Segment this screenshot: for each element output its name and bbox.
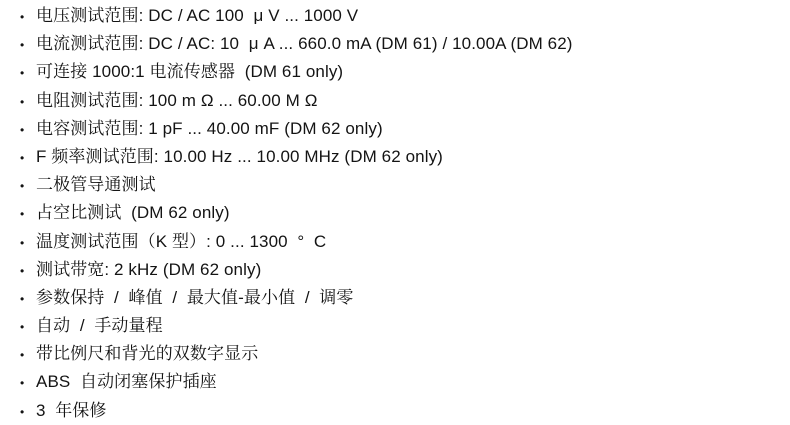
spec-text-temperature-range: 温度测试范围（K 型）: 0 ... 1300 ° C: [36, 231, 327, 251]
spec-text-current-sensor: 可连接 1000:1 电流传感器 (DM 61 only): [36, 62, 344, 82]
bullet-icon: •: [20, 235, 25, 250]
bullet-icon: •: [20, 38, 25, 53]
list-item: [20, 312, 782, 340]
bullet-icon: •: [20, 179, 25, 194]
spec-text-diode-test: 二极管导通测试: [36, 175, 156, 195]
list-item: [20, 397, 782, 425]
list-item: [20, 30, 782, 58]
list-item: [20, 87, 782, 115]
bullet-icon: •: [20, 94, 25, 109]
list-item: [20, 143, 782, 171]
list-item: [20, 340, 782, 368]
spec-text-duty-cycle: 占空比测试 (DM 62 only): [36, 203, 230, 223]
bullet-icon: •: [20, 150, 25, 165]
spec-text-capacitance-range: 电容测试范围: 1 pF ... 40.00 mF (DM 62 only): [36, 118, 383, 138]
list-item: [20, 256, 782, 284]
spec-text-display: 带比例尺和背光的双数字显示: [36, 344, 259, 364]
list-item: [20, 58, 782, 86]
bullet-icon: •: [20, 404, 25, 419]
spec-text-warranty: 3 年保修: [36, 400, 107, 420]
list-item: [20, 228, 782, 256]
list-item: [20, 368, 782, 396]
spec-text-frequency-range: F 频率测试范围: 10.00 Hz ... 10.00 MHz (DM 62 only): [36, 146, 443, 166]
spec-text-bandwidth: 测试带宽: 2 kHz (DM 62 only): [36, 259, 262, 279]
bullet-icon: •: [20, 207, 25, 222]
list-item: [20, 171, 782, 199]
bullet-icon: •: [20, 320, 25, 335]
list-item: [20, 199, 782, 227]
bullet-icon: •: [20, 376, 25, 391]
bullet-icon: •: [20, 348, 25, 363]
list-item: [20, 115, 782, 143]
bullet-icon: •: [20, 10, 25, 24]
spec-text-abs-socket: ABS 自动闭塞保护插座: [36, 372, 217, 392]
spec-text-ranging: 自动 / 手动量程: [36, 316, 163, 336]
spec-text-hold-peak-minmax-zero: 参数保持 / 峰值 / 最大值-最小值 / 调零: [36, 287, 354, 307]
list-item: [20, 2, 782, 30]
spec-text-current-range: 电流测试范围: DC / AC: 10 μ A ... 660.0 mA (DM 61) / 10.00A (DM 62): [36, 34, 573, 54]
bullet-icon: •: [20, 291, 25, 306]
spec-text-voltage-range: 电压测试范围: DC / AC 100 μ V ... 1000 V: [36, 6, 359, 25]
bullet-icon: •: [20, 66, 25, 81]
bullet-icon: •: [20, 122, 25, 137]
list-item: [20, 284, 782, 312]
spec-text-resistance-range: 电阻测试范围: 100 m Ω ... 60.00 M Ω: [36, 90, 318, 110]
bullet-icon: •: [20, 263, 25, 278]
